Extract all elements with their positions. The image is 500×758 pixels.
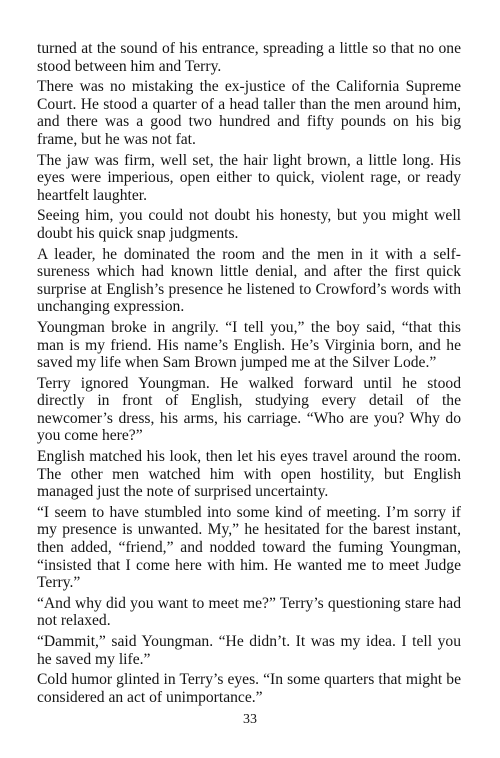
paragraph-1: turned at the sound of his entrance, spreading a little so that no one stood between him and Terry. [37,40,461,75]
page-number: 33 [243,712,257,727]
paragraph-4: Seeing him, you could not doubt his honesty, but you might well doubt his quick snap judgments. [37,207,461,242]
paragraph-11: “Dammit,” said Youngman. “He didn’t. It was my idea. I tell you he saved my life.” [37,633,461,668]
paragraph-10: “And why did you want to meet me?” Terry’s questioning stare had not relaxed. [37,594,461,630]
paragraph-2: There was no mistaking the ex-justice of the California Supreme Court. He stood a quarter of a head taller than the men around him, and there was a good two hundred and fifty pounds on his big frame, but he was not fat. [37,78,461,148]
page-text [37,40,461,709]
paragraph-9: “I seem to have stumbled into some kind of meeting. I’m sorry if my presence is unwanted. My,” he hesitated for the barest instant, then added, “friend,” and nodded toward the fuming Youngman, “insisted that I come here with him. He wanted me to meet Judge Terry.” [37,503,461,592]
paragraph-5: A leader, he dominated the room and the men in it with a self-sureness which had known little denial, and after the first quick surprise at English’s presence he listened to Crowford’s words with unchanging expression. [37,245,461,316]
paragraph-8: English matched his look, then let his eyes travel around the room. The other men watched him with open hostility, but English managed just the note of surprised uncertainty. [37,448,461,501]
paragraph-6: Youngman broke in angrily. “I tell you,” the boy said, “that this man is my friend. His name’s English. He’s Virginia born, and he saved my life when Sam Brown jumped me at the Silver Lode.” [37,318,461,372]
paragraph-12: Cold humor glinted in Terry’s eyes. “In some quarters that might be considered an act of unimportance.” [37,671,461,706]
paragraph-3: The jaw was firm, well set, the hair light brown, a little long. His eyes were imperious, open either to quick, violent rage, or ready heartfelt laughter. [37,151,461,204]
paragraph-7: Terry ignored Youngman. He walked forward until he stood directly in front of English, studying every detail of the newcomer’s dress, his arms, his carriage. “Who are you? Why do you come here?” [37,374,461,445]
